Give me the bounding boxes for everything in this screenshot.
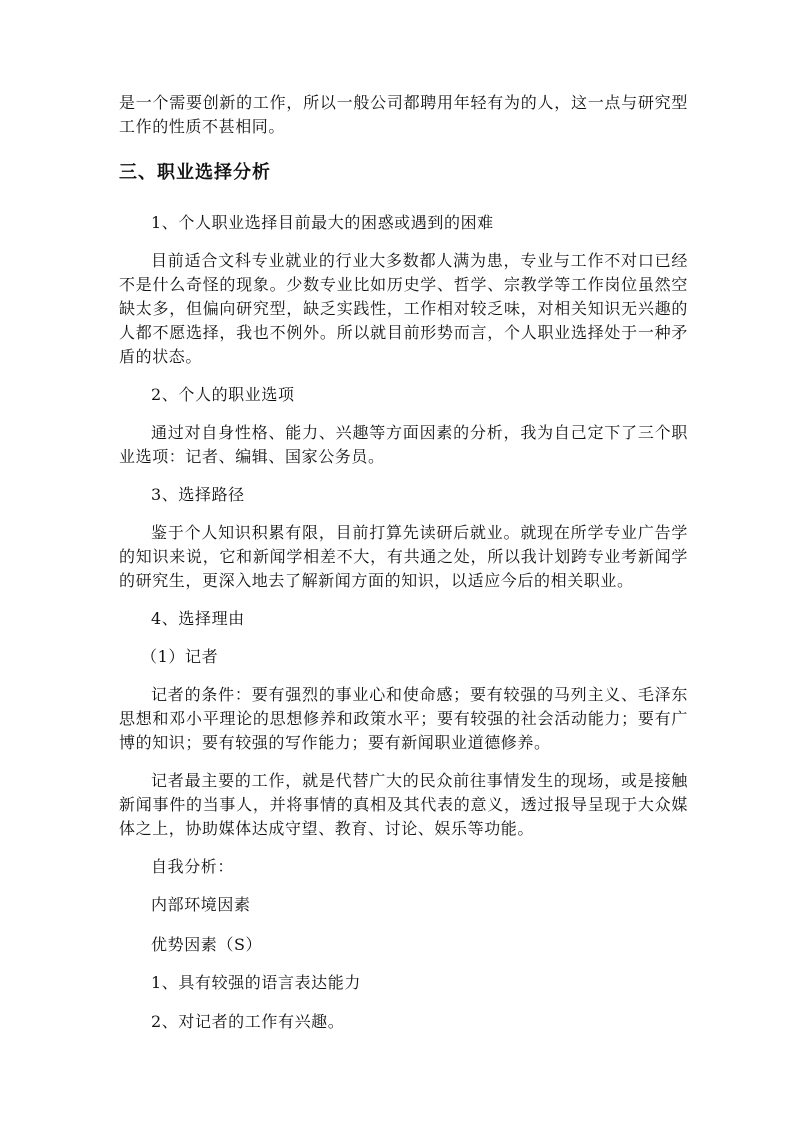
list-item: 2、对记者的工作有兴趣。 xyxy=(151,1012,345,1031)
line-text: 优势因素（S） xyxy=(151,935,263,954)
paragraph: 记者最主要的工作，就是代替广大的民众前往事情发生的现场，或是接触新闻事件的当事人，并将事情的真相及其代表的意义，透过报导呈现于大众媒体之上，协助媒体达成守望、教育、讨论、娱乐等功能。 xyxy=(119,771,688,838)
subheading: 2、个人的职业选项 xyxy=(151,385,295,404)
subheading: 3、选择路径 xyxy=(151,485,245,504)
paragraph: 记者的条件：要有强烈的事业心和使命感；要有较强的马列主义、毛泽东思想和邓小平理论的思想修养和政策水平；要有较强的社会活动能力；要有广博的知识；要有较强的写作能力；要有新闻职业道德修养。 xyxy=(119,685,688,752)
line-text: 自我分析： xyxy=(151,857,235,876)
paragraph: 通过对自身性格、能力、兴趣等方面因素的分析，我为自己定下了三个职业选项：记者、编辑、国家公务员。 xyxy=(119,423,688,466)
list-item: 1、具有较强的语言表达能力 xyxy=(151,973,361,992)
subheading: 1、个人职业选择目前最大的困惑或遇到的困难 xyxy=(151,213,494,232)
line-text: 内部环境因素 xyxy=(151,895,251,914)
subheading: （1）记者 xyxy=(141,647,219,666)
subheading: 4、选择理由 xyxy=(151,609,245,628)
paragraph: 是一个需要创新的工作，所以一般公司都聘用年轻有为的人，这一点与研究型工作的性质不甚相同。 xyxy=(119,93,688,136)
paragraph: 鉴于个人知识积累有限，目前打算先读研后就业。就现在所学专业广告学的知识来说，它和新闻学相差不大，有共通之处，所以我计划跨专业考新闻学的研究生，更深入地去了解新闻方面的知识，以适应今后的相关职业。 xyxy=(119,523,688,590)
paragraph: 目前适合文科专业就业的行业大多数都人满为患，专业与工作不对口已经不是什么奇怪的现象。少数专业比如历史学、哲学、宗教学等工作岗位虽然空缺太多，但偏向研究型，缺乏实践性，工作相对较乏味，对相关知识无兴趣的人都不愿选择，我也不例外。所以就目前形势而言，个人职业选择处于一种矛盾的状态。 xyxy=(119,251,688,366)
document-page xyxy=(119,91,688,1048)
section-heading: 三、职业选择分析 xyxy=(119,162,271,183)
